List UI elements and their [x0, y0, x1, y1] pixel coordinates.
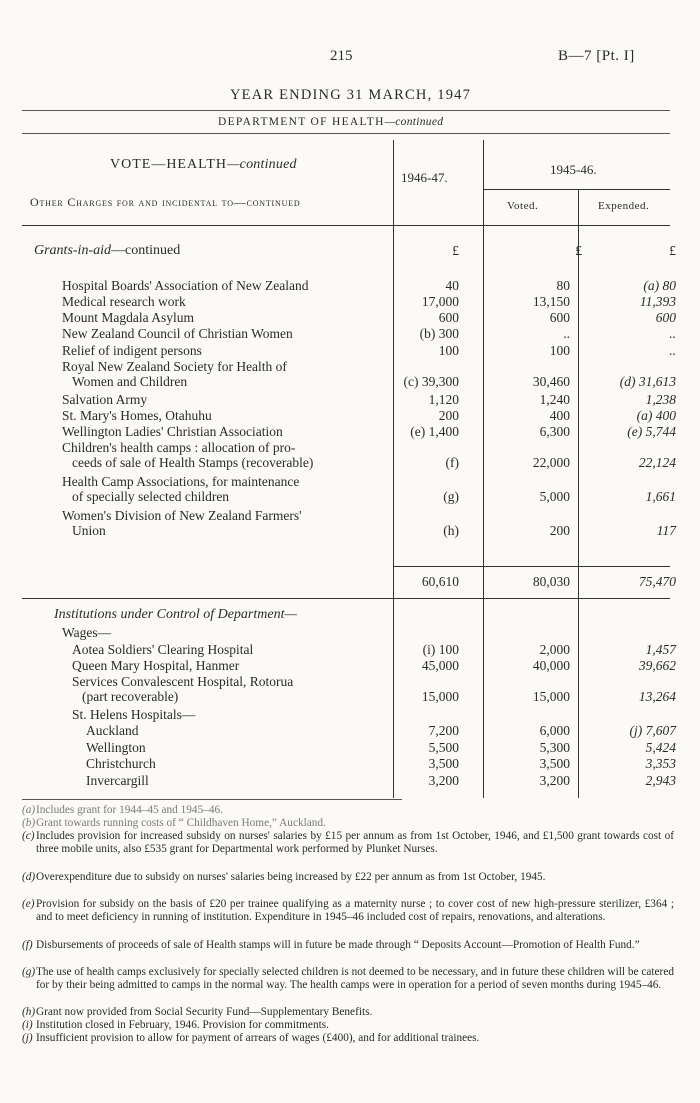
- institution-row-7-label-0: Invercargill: [86, 773, 149, 788]
- department-name: DEPARTMENT OF HEALTH: [218, 116, 385, 128]
- grant-row-11-label-1: Union: [72, 523, 106, 538]
- footnote-text: The use of health camps exclusively for specially selected children is not deemed to be necessary, and in future these children will be catered for by their being admitted to camps in the normal way. The health camps were in operation for a period of seven months during 1945–46.: [36, 966, 674, 992]
- institution-row-2-expended: 13,264: [638, 689, 676, 704]
- vote-title: [110, 157, 297, 173]
- currency-1946: £: [452, 243, 459, 258]
- grant-row-5-label-1: Women and Children: [72, 374, 188, 389]
- grant-row-2-label-0: Mount Magdala Asylum: [62, 310, 194, 325]
- institution-row-5-voted: 5,300: [539, 740, 570, 755]
- subtotal-1946: 60,610: [421, 574, 459, 589]
- institutions-heading: [54, 607, 297, 623]
- footnote-mark: (c): [22, 830, 35, 842]
- footnote-9: [22, 1032, 677, 1045]
- institution-row-4-expended: (j) 7,607: [629, 723, 676, 738]
- grant-row-7-label-0: St. Mary's Homes, Otahuhu: [62, 408, 212, 423]
- grant-row-7-v1946: 200: [438, 408, 459, 423]
- grant-row-9-voted: 22,000: [532, 455, 570, 470]
- footnote-text: Disbursements of proceeds of sale of Health stamps will in future be made through “ Deposits Account—Promotion of Health Fund.”: [36, 939, 640, 951]
- grant-row-2-v1946: 600: [438, 310, 459, 325]
- institution-row-1-label-0: Queen Mary Hospital, Hanmer: [72, 658, 240, 673]
- grant-row-11-expended: 117: [656, 523, 676, 538]
- grant-row-10-v1946: (g): [443, 489, 459, 504]
- grant-row-4-voted: 100: [549, 343, 570, 358]
- header-rule-bottom: [22, 133, 670, 134]
- column-divider-3: [578, 190, 579, 798]
- footnote-rule: [22, 799, 402, 800]
- footnote-mark: (f): [22, 939, 33, 951]
- grant-row-10-label-0: Health Camp Associations, for maintenance: [62, 474, 300, 489]
- footnote-text: Overexpenditure due to subsidy on nurses' salaries being increased by £22 per annum as from 1st October, 1945.: [36, 871, 546, 883]
- grant-row-10-expended: 1,661: [645, 489, 676, 504]
- institution-row-4-v1946: 7,200: [428, 723, 459, 738]
- document-reference: B—7 [Pt. I]: [558, 48, 635, 64]
- grant-row-2-voted: 600: [549, 310, 570, 325]
- institution-row-7-expended: 2,943: [645, 773, 676, 788]
- department-heading: [218, 116, 443, 128]
- grant-row-8-v1946: (e) 1,400: [410, 424, 459, 439]
- grant-row-9-label-1: ceeds of sale of Health Stamps (recoverable): [72, 455, 314, 470]
- institution-row-1-voted: 40,000: [532, 658, 570, 673]
- subtotal-expended: 75,470: [638, 574, 676, 589]
- institution-row-7-v1946: 3,200: [428, 773, 459, 788]
- footnote-text: Grant towards running costs of “ Childhaven Home,” Auckland.: [36, 817, 326, 829]
- institution-row-7-voted: 3,200: [539, 773, 570, 788]
- grant-row-1-label-0: Medical research work: [62, 294, 186, 309]
- grant-row-1-voted: 13,150: [532, 294, 570, 309]
- institution-row-6-v1946: 3,500: [428, 756, 459, 771]
- currency-voted: £: [575, 243, 582, 258]
- grant-row-8-label-0: Wellington Ladies' Christian Association: [62, 424, 283, 439]
- grants-heading: [34, 243, 180, 259]
- footnote-5: [22, 939, 677, 952]
- grant-row-5-expended: (d) 31,613: [619, 374, 676, 389]
- grant-row-6-expended: 1,238: [645, 392, 676, 407]
- grant-row-7-expended: (a) 400: [636, 408, 676, 423]
- grant-row-9-v1946: (f): [445, 455, 459, 470]
- grant-row-2-expended: 600: [655, 310, 676, 325]
- grant-row-7-voted: 400: [549, 408, 570, 423]
- grant-row-1-expended: 11,393: [639, 294, 676, 309]
- grants-heading-text: Grants-in-aid: [34, 243, 111, 258]
- grant-row-0-expended: (a) 80: [643, 278, 676, 293]
- footnote-mark: (g): [22, 966, 36, 978]
- grant-row-3-v1946: (b) 300: [419, 326, 459, 341]
- institution-row-6-label-0: Christchurch: [86, 756, 156, 771]
- footnote-mark: (e): [22, 898, 35, 910]
- institution-row-2-label-1: (part recoverable): [82, 689, 179, 704]
- institution-row-0-v1946: (i) 100: [422, 642, 459, 657]
- grant-row-11-voted: 200: [549, 523, 570, 538]
- institution-row-6-voted: 3,500: [539, 756, 570, 771]
- grant-row-6-label-0: Salvation Army: [62, 392, 148, 407]
- institution-row-5-v1946: 5,500: [428, 740, 459, 755]
- grant-row-1-v1946: 17,000: [421, 294, 459, 309]
- footnote-text: Institution closed in February, 1946. Provision for commitments.: [36, 1019, 329, 1031]
- grant-row-11-label-0: Women's Division of New Zealand Farmers': [62, 508, 302, 523]
- vote-suffix: —continued: [227, 157, 297, 172]
- column-header-expended: Expended.: [598, 200, 650, 212]
- column-header-1945-46: 1945-46.: [550, 162, 597, 177]
- institution-row-0-expended: 1,457: [645, 642, 676, 657]
- footnote-text: Includes grant for 1944–45 and 1945–46.: [36, 804, 223, 816]
- wages-heading: Wages—: [62, 625, 112, 640]
- page-number: 215: [330, 48, 353, 64]
- institution-row-0-label-0: Aotea Soldiers' Clearing Hospital: [72, 642, 254, 657]
- footnote-text: Grant now provided from Social Security Fund—Supplementary Benefits.: [36, 1006, 373, 1018]
- footnote-mark: (i): [22, 1019, 33, 1031]
- institutions-heading-text: Institutions under Control of Department—: [54, 607, 297, 622]
- footnote-6: [22, 966, 677, 993]
- column-header-voted: Voted.: [507, 200, 539, 212]
- other-charges-heading: Other Charges for and incidental to—continued: [30, 195, 301, 209]
- institution-row-2-v1946: 15,000: [421, 689, 459, 704]
- grant-row-4-v1946: 100: [438, 343, 459, 358]
- grant-row-9-expended: 22,124: [638, 455, 676, 470]
- grant-row-8-voted: 6,300: [539, 424, 570, 439]
- grants-heading-suffix: —continued: [111, 243, 181, 258]
- footnote-mark: (j): [22, 1032, 33, 1044]
- grant-row-4-expended: ..: [669, 343, 676, 358]
- voted-expended-rule: [483, 189, 670, 190]
- year-heading: YEAR ENDING 31 MARCH, 1947: [230, 87, 472, 103]
- footnote-text: Includes provision for increased subsidy on nurses' salaries by £15 per annum as from 1st October, 1946, and £1,500 grant towards cost of three mobile units, also £535 grant for Departmental work performed by Plunket Nurses.: [36, 830, 674, 856]
- institution-row-5-label-0: Wellington: [86, 740, 146, 755]
- institution-row-6-expended: 3,353: [645, 756, 676, 771]
- grant-row-3-expended: ..: [669, 326, 676, 341]
- grant-row-8-expended: (e) 5,744: [627, 424, 676, 439]
- footnote-3: [22, 871, 677, 884]
- institution-row-4-voted: 6,000: [539, 723, 570, 738]
- grant-row-10-voted: 5,000: [539, 489, 570, 504]
- institution-row-4-label-0: Auckland: [86, 723, 139, 738]
- grant-row-0-voted: 80: [556, 278, 570, 293]
- subtotal-voted: 80,030: [532, 574, 570, 589]
- grant-row-5-v1946: (c) 39,300: [403, 374, 459, 389]
- currency-expended: £: [669, 243, 676, 258]
- footnote-mark: (d): [22, 871, 36, 883]
- grant-row-0-label-0: Hospital Boards' Association of New Zealand: [62, 278, 309, 293]
- grant-row-9-label-0: Children's health camps : allocation of pro-: [62, 440, 296, 455]
- grant-row-5-voted: 30,460: [532, 374, 570, 389]
- subtotal-rule-bottom: [22, 598, 670, 599]
- institution-row-3-label-0: St. Helens Hospitals—: [72, 707, 196, 722]
- grant-row-6-v1946: 1,120: [428, 392, 459, 407]
- institution-row-2-voted: 15,000: [532, 689, 570, 704]
- footnote-text: Provision for subsidy on the basis of £20 per trainee qualifying as a maternity nurse ; to cover cost of new high-pressure sterilizer, £364 ; and to meet deficiency in running of institution. Expenditure in 1945–46 included cost of repairs, renovations, and alterations.: [36, 898, 674, 924]
- footnote-mark: (b): [22, 817, 36, 829]
- grant-row-5-label-0: Royal New Zealand Society for Health of: [62, 359, 287, 374]
- institution-row-2-label-0: Services Convalescent Hospital, Rotorua: [72, 674, 294, 689]
- institution-row-5-expended: 5,424: [645, 740, 676, 755]
- grant-row-3-label-0: New Zealand Council of Christian Women: [62, 326, 293, 341]
- footnote-2: [22, 830, 677, 857]
- department-suffix: —continued: [384, 116, 444, 128]
- footnote-mark: (a): [22, 804, 36, 816]
- header-rule-top: [22, 110, 670, 111]
- institution-row-0-voted: 2,000: [539, 642, 570, 657]
- institution-row-1-expended: 39,662: [638, 658, 676, 673]
- footnote-0: [22, 804, 677, 817]
- footnote-4: [22, 898, 677, 925]
- institution-row-1-v1946: 45,000: [421, 658, 459, 673]
- vote-name: VOTE—HEALTH: [110, 157, 228, 172]
- grant-row-6-voted: 1,240: [539, 392, 570, 407]
- grant-row-10-label-1: of specially selected children: [72, 489, 230, 504]
- grant-row-3-voted: ..: [563, 326, 570, 341]
- column-header-1946-47: 1946-47.: [401, 170, 448, 185]
- footnote-1: [22, 817, 677, 830]
- column-divider-2: [483, 140, 484, 798]
- table-head-rule: [22, 225, 670, 226]
- subtotal-rule-top: [393, 566, 670, 567]
- grant-row-11-v1946: (h): [443, 523, 459, 538]
- grant-row-4-label-0: Relief of indigent persons: [62, 343, 202, 358]
- column-divider-1: [393, 140, 394, 798]
- grant-row-0-v1946: 40: [445, 278, 459, 293]
- footnote-text: Insufficient provision to allow for payment of arrears of wages (£400), and for additional trainees.: [36, 1032, 480, 1044]
- footnote-8: [22, 1019, 677, 1032]
- footnote-mark: (h): [22, 1006, 36, 1018]
- footnote-7: [22, 1006, 677, 1019]
